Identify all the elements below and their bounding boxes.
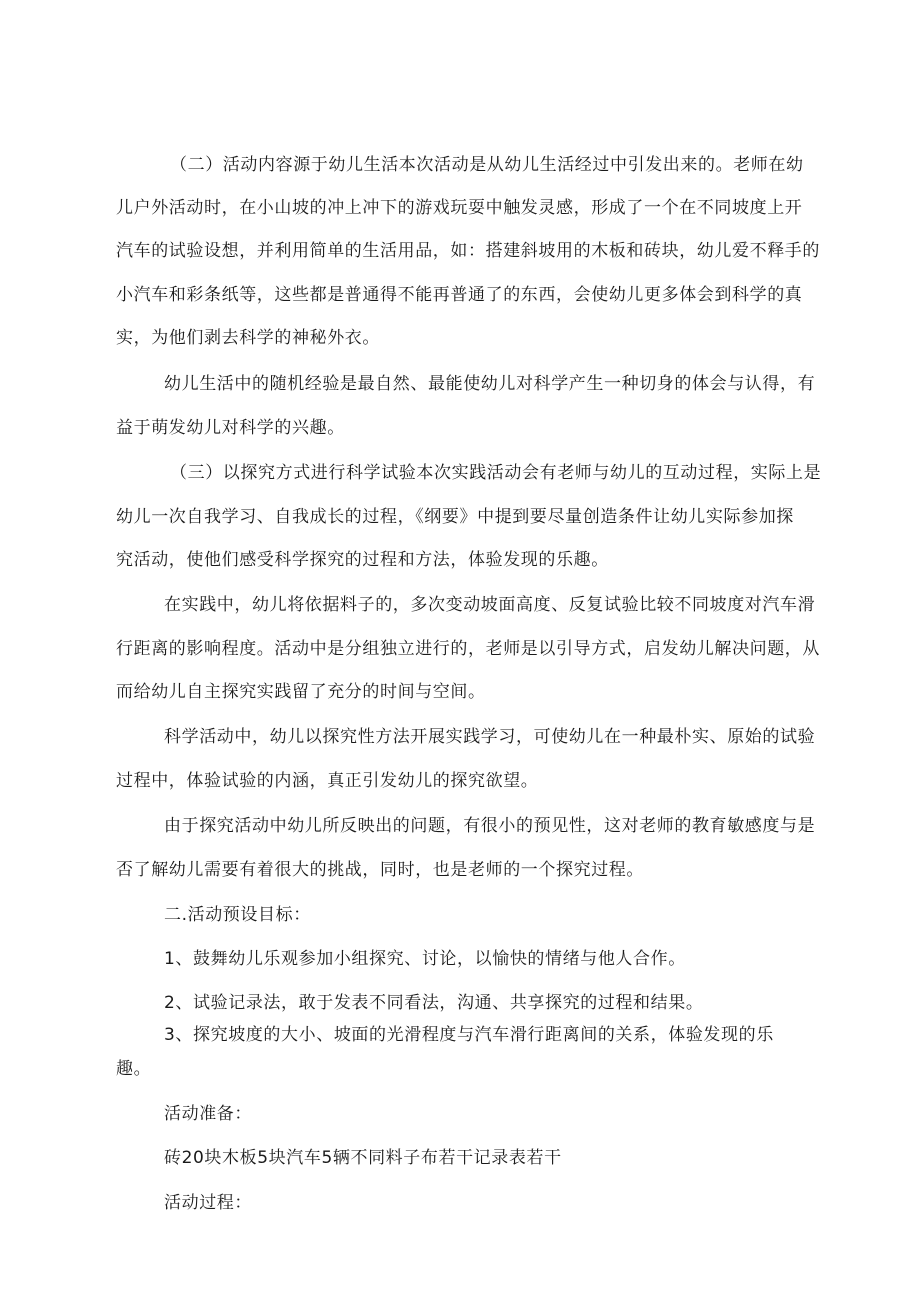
paragraph-5-line-2: 过程中，体验试验的内涵，真正引发幼儿的探究欲望。 xyxy=(116,771,539,791)
goal-3-line-1: 3、探究坡度的大小、坡面的光滑程度与汽车滑行距离间的关系，体验发现的乐 xyxy=(164,1025,774,1045)
paragraph-4-line-2: 行距离的影响程度。活动中是分组独立进行的，老师是以引导方式，启发幼儿解决问题，从 xyxy=(116,639,820,659)
paragraph-3-line-3: 究活动，使他们感受科学探究的过程和方法，体验发现的乐趣。 xyxy=(116,550,609,570)
paragraph-1-line-3: 汽车的试验设想，并利用简单的生活用品，如：搭建斜坡用的木板和砖块，幼儿爱不释手的 xyxy=(116,241,820,261)
prep-items: 砖20块木板5块汽车5辆不同料子布若干记录表若干 xyxy=(164,1148,562,1168)
paragraph-5-line-1: 科学活动中，幼儿以探究性方法开展实践学习，可使幼儿在一种最朴实、原始的试验 xyxy=(164,727,816,747)
paragraph-1-line-5: 实，为他们剥去科学的神秘外衣。 xyxy=(116,328,380,348)
goal-3-line-2: 趣。 xyxy=(116,1059,152,1079)
prep-heading: 活动准备： xyxy=(164,1104,252,1124)
paragraph-3-line-2: 幼儿一次自我学习、自我成长的过程，《纲要》中提到要尽量创造条件让幼儿实际参加探 xyxy=(116,507,794,527)
goal-2: 2、试验记录法，敢于发表不同看法，沟通、共享探究的过程和结果。 xyxy=(164,993,704,1013)
paragraph-6-line-1: 由于探究活动中幼儿所反映出的问题，有很小的预见性，这对老师的教育敏感度与是 xyxy=(164,816,816,836)
goals-heading: 二.活动预设目标： xyxy=(164,905,311,925)
paragraph-2-line-2: 益于萌发幼儿对科学的兴趣。 xyxy=(116,418,345,438)
goal-1: 1、鼓舞幼儿乐观参加小组探究、讨论，以愉快的情绪与他人合作。 xyxy=(164,949,686,969)
paragraph-6-line-2: 否了解幼儿需要有着很大的挑战，同时，也是老师的一个探究过程。 xyxy=(116,860,644,880)
paragraph-4-line-3: 而给幼儿自主探究实践留了充分的时间与空间。 xyxy=(116,682,486,702)
paragraph-1-line-2: 儿户外活动时，在小山坡的冲上冲下的游戏玩耍中触发灵感，形成了一个在不同坡度上开 xyxy=(116,198,803,218)
paragraph-1-line-1: （二）活动内容源于幼儿生活本次活动是从幼儿生活经过中引发出来的。老师在幼 xyxy=(170,155,804,175)
paragraph-2-line-1: 幼儿生活中的随机经验是最自然、最能使幼儿对科学产生一种切身的体会与认得，有 xyxy=(164,374,816,394)
paragraph-3-line-1: （三）以探究方式进行科学试验本次实践活动会有老师与幼儿的互动过程，实际上是 xyxy=(170,463,822,483)
process-heading: 活动过程： xyxy=(164,1193,252,1213)
paragraph-1-line-4: 小汽车和彩条纸等，这些都是普通得不能再普通了的东西，会使幼儿更多体会到科学的真 xyxy=(116,285,803,305)
paragraph-4-line-1: 在实践中，幼儿将依据料子的，多次变动坡面高度、反复试验比较不同坡度对汽车滑 xyxy=(164,595,816,615)
